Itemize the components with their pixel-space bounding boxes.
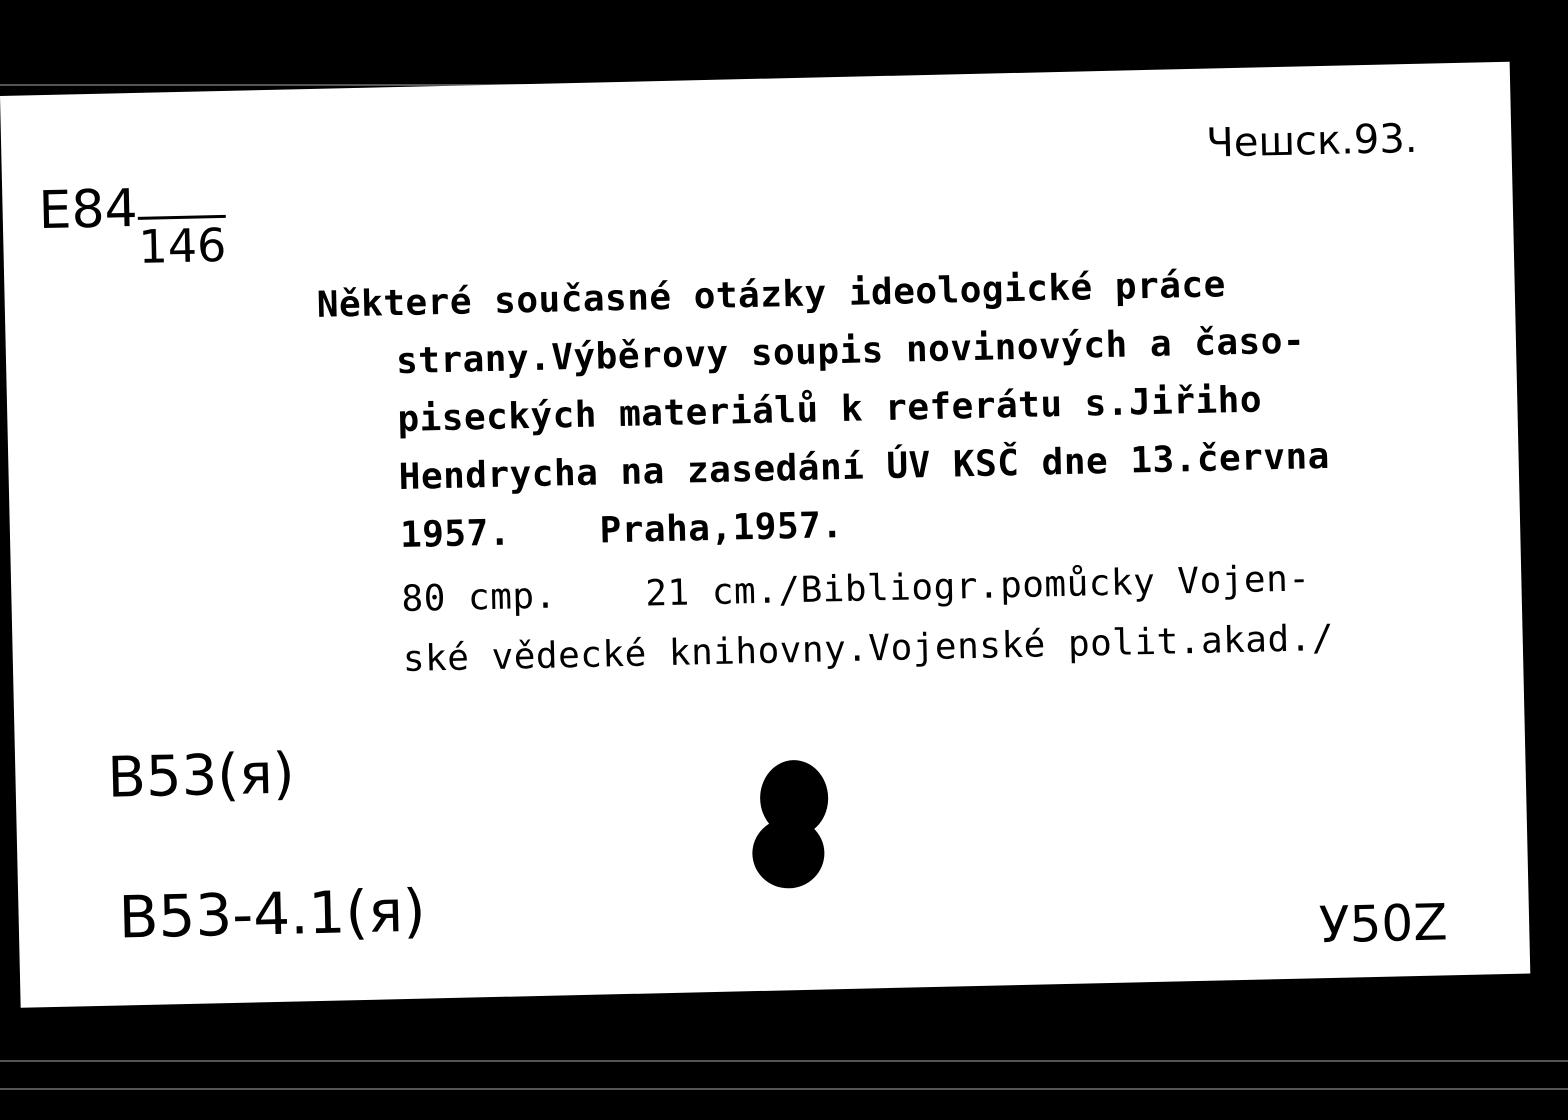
scan-line-bottom-2 bbox=[0, 1088, 1568, 1090]
entry-line-1: Některé současné otázky ideologické práce bbox=[316, 264, 1227, 326]
classification-main: E84 bbox=[37, 178, 139, 242]
entry-line-5: 1957. Praha,1957. bbox=[399, 504, 844, 557]
entry-line-7: ské vědecké knihovny.Vojenské polit.akad./ bbox=[402, 617, 1335, 680]
entry-line-6: 80 cmp. 21 cm./Bibliogr.pomůcky Vojen- bbox=[401, 558, 1311, 621]
classification-mark bbox=[38, 177, 227, 276]
call-number-2: B53-4.1(я) bbox=[117, 876, 427, 952]
shelfmark-top-right: Чешск.93. bbox=[1205, 115, 1418, 167]
scan-line-bottom-1 bbox=[0, 1060, 1568, 1062]
classification-sub: 146 bbox=[138, 215, 227, 274]
entry-line-4: Hendrycha na zasedání ÚV KSČ dne 13.června bbox=[398, 435, 1331, 499]
entry-line-2: strany.Výběrovy soupis novinových a časo- bbox=[395, 320, 1306, 383]
catalog-card bbox=[0, 62, 1530, 1008]
call-number-1: B53(я) bbox=[106, 741, 296, 811]
punch-hole-bottom bbox=[752, 818, 826, 890]
inventory-code: У50Z bbox=[1318, 893, 1449, 955]
entry-line-3: piseckých materiálů k referátu s.Jiřiho bbox=[396, 379, 1263, 441]
